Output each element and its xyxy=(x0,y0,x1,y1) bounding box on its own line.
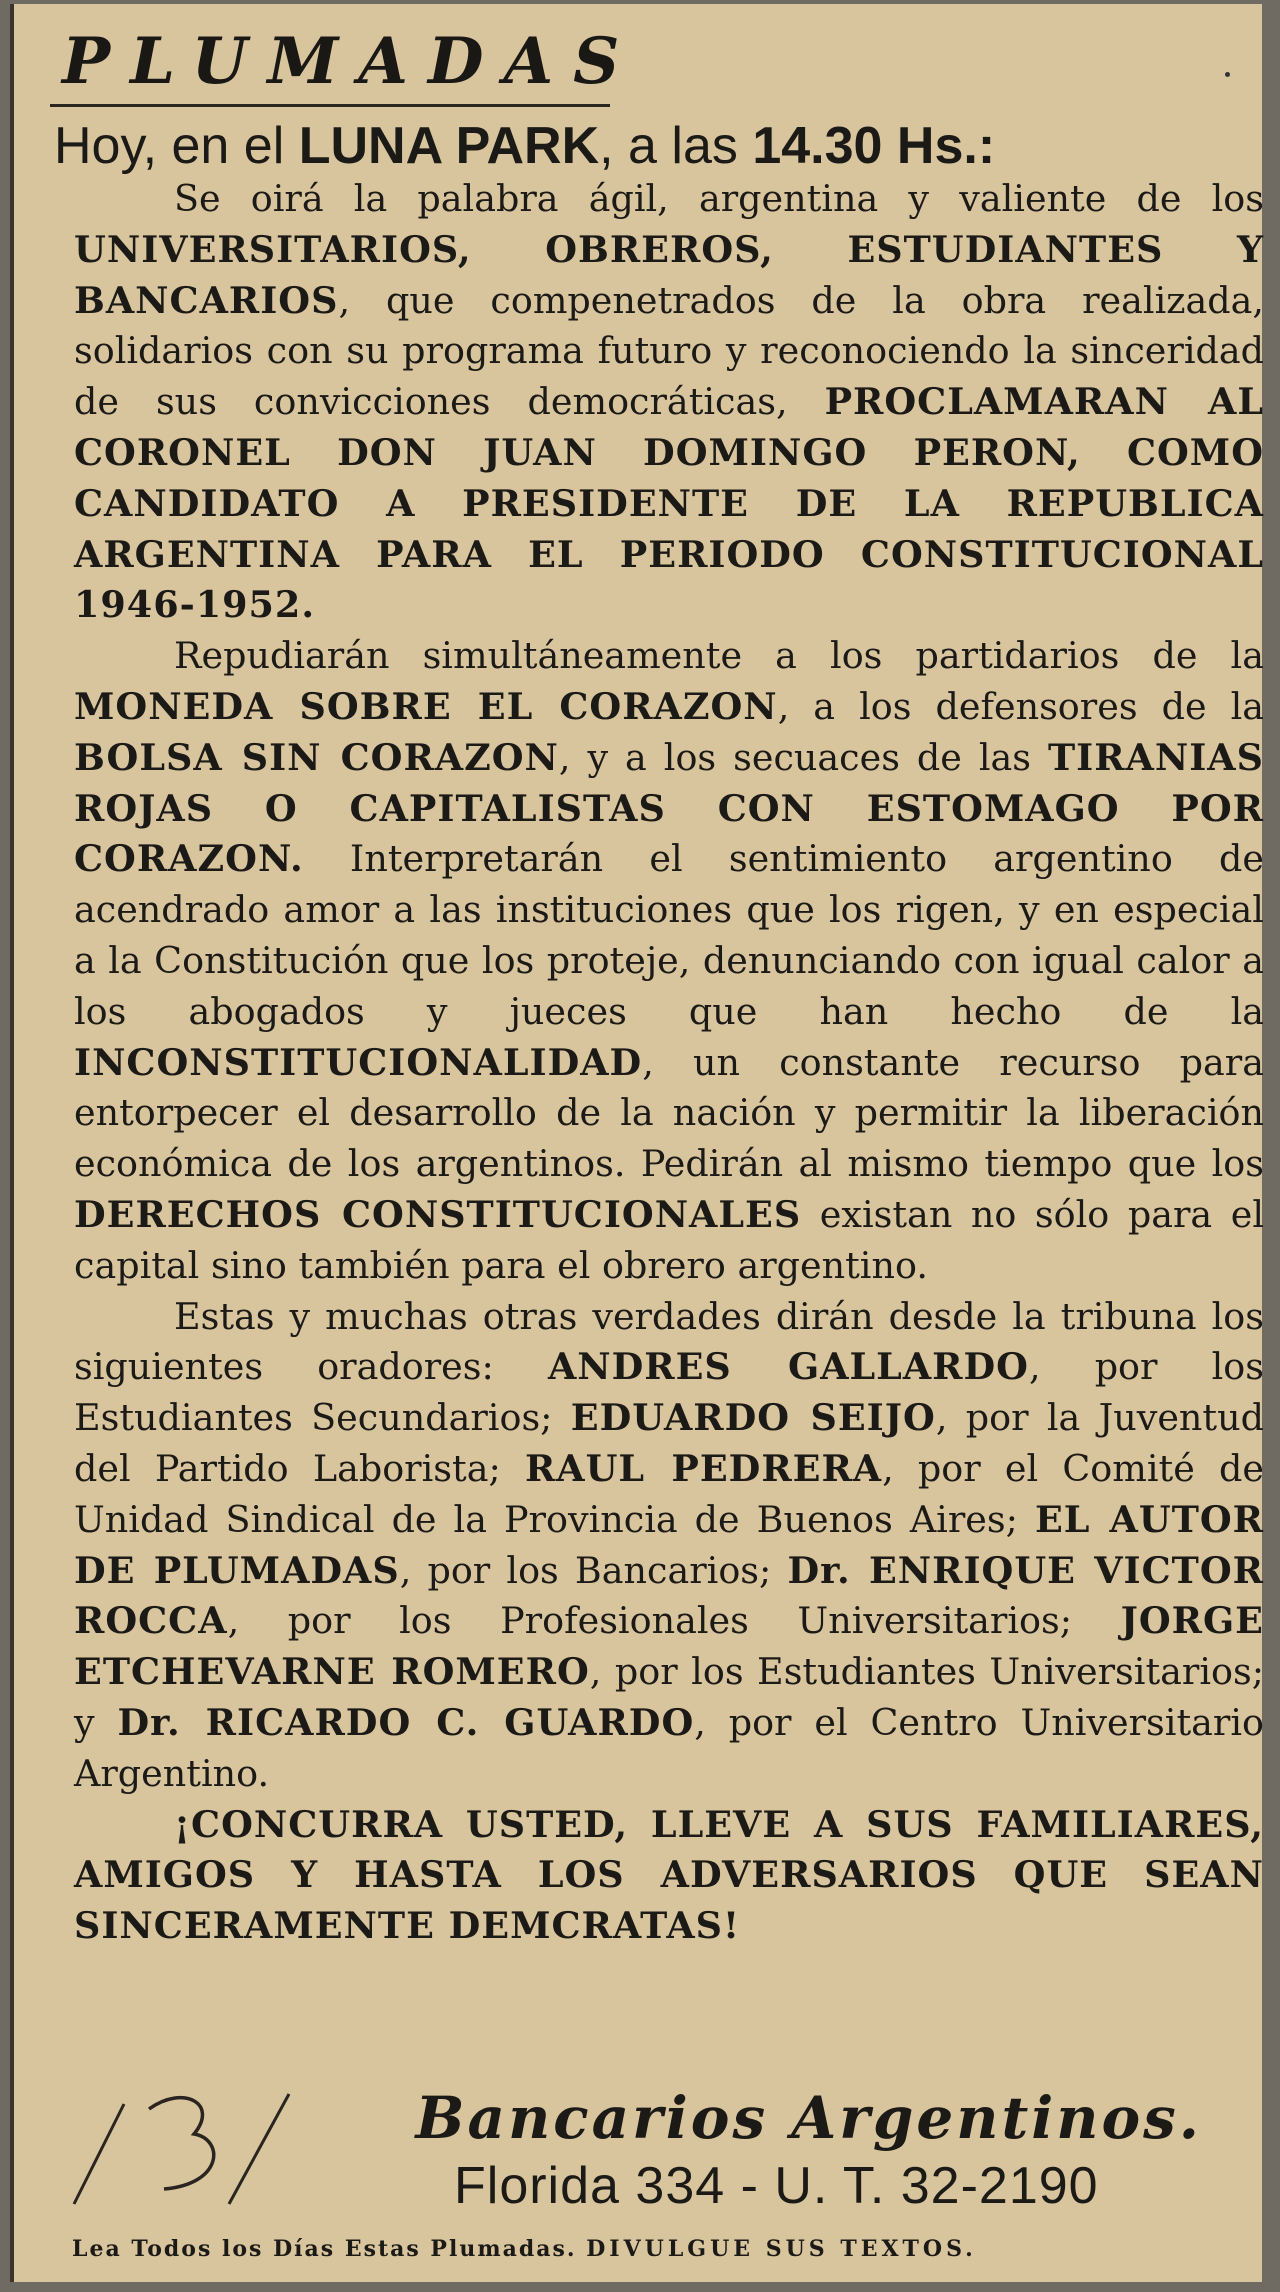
emphasis-text: JORGE ETCHEVARNE ROMERO xyxy=(74,1599,1264,1694)
emphasis-text: BOLSA SIN CORAZON xyxy=(74,735,559,779)
paragraph-3 xyxy=(74,1292,1264,1800)
headline-time: 14.30 Hs.: xyxy=(752,117,996,175)
body-text: , por la Juventud del Partido Laborista; xyxy=(74,1396,1264,1490)
body-text: , por los Profesionales Universitarios; xyxy=(227,1599,1121,1643)
body-text: , por el Centro Universitario Argentino. xyxy=(74,1700,1264,1795)
body-text: , un constante recurso para entorpecer el desarrollo de la nación y permitir la liberación económica de los argentinos. Pedirán al mismo tiempo que los xyxy=(74,1040,1264,1186)
body-text: , por los Bancarios; xyxy=(399,1548,788,1592)
headline-place: LUNA PARK xyxy=(298,117,600,175)
body-text: Se oirá la palabra ágil, argentina y valiente de los xyxy=(174,177,1264,220)
body-text: , a los defensores de la xyxy=(777,684,1265,728)
body-text: Repudiarán simultáneamente a los partidarios de la xyxy=(174,634,1264,678)
body-text: Estas y muchas otras verdades dirán desde la tribuna los siguientes oradores: xyxy=(74,1294,1264,1389)
article-body xyxy=(74,174,1264,1952)
headline xyxy=(54,116,1254,176)
footer-lead: Lea Todos los Días Estas Plumadas. xyxy=(72,2236,577,2262)
paragraph-2 xyxy=(74,631,1264,1291)
address: Florida 334 - U. T. 32-2190 xyxy=(454,2157,1099,2215)
body-text: , y a los secuaces de las xyxy=(558,735,1048,779)
closing-call: ¡CONCURRA USTED, LLEVE A SUS FAMILIARES, AMIGOS Y HASTA LOS ADVERSARIOS QUE SEAN SINCERAMENTE DEMCRATAS! xyxy=(74,1802,1264,1948)
body-text: Interpretarán el sentimiento argentino de acendrado amor a las instituciones que los rigen, y en especial a la Constitución que los proteje, denunciando con igual calor a los abogados y jueces que han hecho de la xyxy=(74,837,1264,1033)
footer-rest: DIVULGUE SUS TEXTOS. xyxy=(586,2236,977,2262)
emphasis-text: RAUL PEDRERA xyxy=(524,1446,883,1490)
emphasis-text: PROCLAMARAN AL CORONEL DON JUAN DOMINGO PERON, COMO CANDIDATO A PRESIDENTE DE LA REPUBLICA ARGENTINA PARA EL PERIODO CONSTITUCIONAL 1946-1952. xyxy=(74,380,1265,627)
emphasis-text: TIRANIAS ROJAS O CAPITALISTAS CON ESTOMAGO POR CORAZON. xyxy=(74,735,1264,881)
newspaper-clipping xyxy=(10,4,1265,2282)
emphasis-text: EL AUTOR DE PLUMADAS xyxy=(74,1497,1264,1592)
masthead-rule xyxy=(50,104,610,107)
headline-pre: Hoy, en el xyxy=(54,117,299,175)
footer-line xyxy=(72,2236,1262,2262)
body-text: , que compenetrados de la obra realizada, solidarios con su programa futuro y reconociendo la sinceridad de sus convicciones democráticas, xyxy=(74,278,1264,424)
body-text: , por los Estudiantes Secundarios; xyxy=(74,1345,1264,1440)
emphasis-text: INCONSTITUCIONALIDAD xyxy=(74,1040,643,1084)
emphasis-text: ANDRES GALLARDO xyxy=(547,1345,1029,1389)
signature: Bancarios Argentinos. xyxy=(415,2084,1202,2152)
paragraph-1 xyxy=(74,174,1264,631)
emphasis-text: MONEDA SOBRE EL CORAZON xyxy=(74,684,778,728)
emphasis-text: DERECHOS CONSTITUCIONALES xyxy=(74,1192,802,1236)
body-text: , por los Estudiantes Universitarios; y xyxy=(74,1650,1264,1744)
masthead-title: PLUMADAS xyxy=(62,24,640,99)
headline-mid: , a las xyxy=(599,117,753,175)
emphasis-text: Dr. ENRIQUE VICTOR ROCCA xyxy=(74,1548,1264,1643)
emphasis-text: Dr. RICARDO C. GUARDO xyxy=(117,1700,695,1744)
emphasis-text: UNIVERSITARIOS, OBREROS, ESTUDIANTES Y BANCARIOS xyxy=(74,227,1264,322)
body-text: , por el Comité de Unidad Sindical de la Provincia de Buenos Aires; xyxy=(74,1446,1264,1541)
ink-dot xyxy=(1225,72,1230,77)
body-text: existan no sólo para el capital sino también para el obrero argentino. xyxy=(74,1192,1265,1287)
handwritten-note xyxy=(54,2064,314,2214)
emphasis-text: EDUARDO SEIJO xyxy=(570,1396,936,1440)
